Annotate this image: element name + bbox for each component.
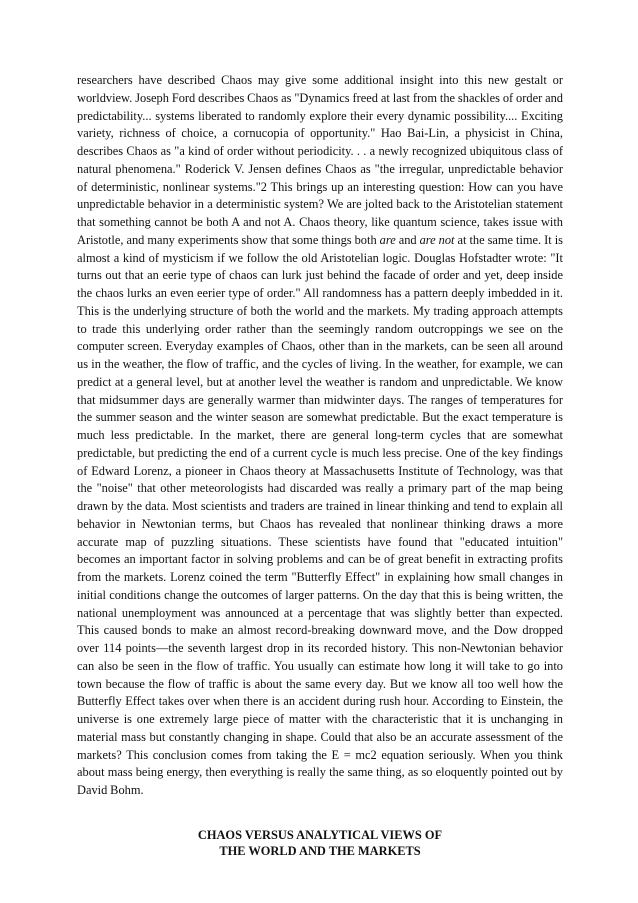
emphasis-are: are: [379, 232, 396, 247]
body-text-part-3: at the same time. It is almost a kind of mysticism if we follow the old Aristotelian logic. Douglas Hofstadter wrote: "It turns out that an eerie type of chaos can lurk just behind the facade of order and yet, deep inside the chaos lurks an even eerier type of order." All randomness has a pattern deeply imbedded in it. This is the underlying structure of both the world and the markets. My trading approach attempts to trade this underlying order rather than the seemingly random outcroppings we see on the computer screen. Everyday examples of Chaos, other than in the markets, can be seen all around us in the weather, the flow of traffic, and the cycles of living. In the weather, for example, we can predict at a general level, but at another level the weather is random and unpredictable. We know that midsummer days are generally warmer than midwinter days. The ranges of temperatures for the summer season and the winter season are somewhat predictable. But the exact temperature is much less predictable. In the market, there are general long-term cycles that are somewhat predictable, but predicting the end of a current cycle is much less precise. One of the key findings of Edward Lorenz, a pioneer in Chaos theory at Massachusetts Institute of Technology, was that the "noise" that other meteorologists had discarded was really a primary part of the map being drawn by the data. Most scientists and traders are trained in linear thinking and tend to explain all behavior in Newtonian terms, but Chaos has revealed that nonlinear thinking draws a more accurate map of puzzling situations. These scientists have found that "educated intuition" becomes an important factor in solving problems and can be of great benefit in extracting profits from the markets. Lorenz coined the term "Butterfly Effect" in explaining how small changes in initial conditions change the outcomes of larger patterns. On the day that this is being written, the national unemployment was announced at a percentage that was slightly better than expected. This caused bonds to make an almost record-breaking downward move, and the Dow dropped over 114 points—the seventh largest drop in its recorded history. This non-Newtonian behavior can also be seen in the flow of traffic. You usually can estimate how long it will take to go into town because the flow of traffic is about the same every day. But we know all too well how the Butterfly Effect takes over when there is an accident during rush hour. According to Einstein, the universe is one extremely large piece of matter with the characteristic that it is unchanging in material mass but constantly changing in shape. Could that also be an accurate assessment of the markets? This conclusion comes from taking the E = mc2 equation seriously. When you think about mass being energy, then everything is really the same thing, as so eloquently pointed out by David Bohm.: [77, 232, 563, 797]
body-paragraph: [77, 72, 563, 800]
section-heading-line-1: CHAOS VERSUS ANALYTICAL VIEWS OF: [197, 827, 443, 842]
section-heading-line-2: THE WORLD AND THE MARKETS: [219, 843, 421, 858]
section-heading: [77, 827, 563, 859]
body-text-part-1: researchers have described Chaos may give some additional insight into this new gestalt or worldview. Joseph Ford describes Chaos as "Dynamics freed at last from the shackles of order and predictability... systems liberated to randomly explore their every dynamic possibility.... Exciting variety, richness of choice, a cornucopia of opportunity." Hao Bai-Lin, a physicist in China, describes Chaos as "a kind of order without periodicity. . . a newly recognized ubiquitous class of natural phenomena." Roderick V. Jensen defines Chaos as "the irregular, unpredictable behavior of deterministic, nonlinear systems."2 This brings up an interesting question: How can you have unpredictable behavior in a deterministic system? We are jolted back to the Aristotelian statement that something cannot be both A and not A. Chaos theory, like quantum science, takes issue with Aristotle, and many experiments show that some things both: [77, 73, 563, 247]
document-page: [77, 72, 563, 859]
emphasis-are-not: are not: [419, 232, 455, 247]
body-text-part-2: and: [395, 232, 420, 247]
